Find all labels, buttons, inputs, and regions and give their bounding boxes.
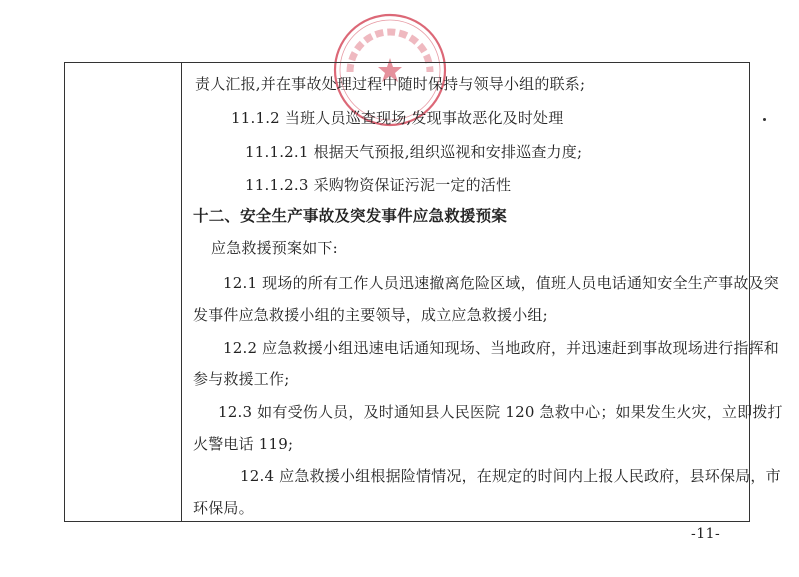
text-line: 12.3 如有受伤人员，及时通知县人民医院 120 急救中心；如果发生火灾，立即拨打 — [218, 403, 783, 421]
text-line: 12.4 应急救援小组根据险情情况，在规定的时间内上报人民政府，县环保局，市 — [240, 467, 781, 485]
text-line: 火警电话 119; — [193, 435, 294, 453]
text-line: 责人汇报,并在事故处理过程中随时保持与领导小组的联系; — [195, 75, 586, 93]
text-line: 12.1 现场的所有工作人员迅速撤离危险区域，值班人员电话通知安全生产事故及突 — [223, 274, 779, 292]
text-line: 发事件应急救援小组的主要领导，成立应急救援小组; — [193, 306, 548, 324]
text-line: 环保局。 — [193, 499, 254, 517]
stray-mark — [763, 118, 766, 121]
text-line: 11.1.2.3 采购物资保证污泥一定的活性 — [245, 176, 512, 194]
text-line: 12.2 应急救援小组迅速电话通知现场、当地政府，并迅速赶到事故现场进行指挥和 — [223, 339, 779, 357]
page-number: -11- — [691, 526, 721, 542]
text-line: 应急救援预案如下: — [211, 239, 338, 257]
text-line: 参与救援工作; — [193, 370, 290, 388]
table-left-column — [64, 62, 182, 522]
section-heading: 十二、安全生产事故及突发事件应急救援预案 — [193, 206, 508, 225]
text-line: 11.1.2 当班人员巡查现场,发现事故恶化及时处理 — [231, 109, 564, 127]
text-line: 11.1.2.1 根据天气预报,组织巡视和安排巡查力度; — [245, 143, 583, 161]
